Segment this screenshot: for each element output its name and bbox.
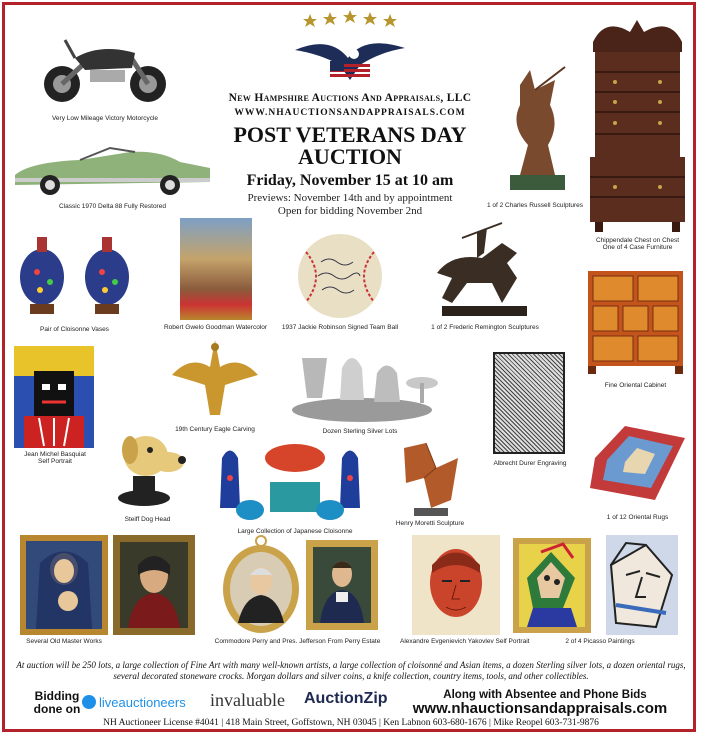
bidding-label-line2: done on: [33, 702, 81, 716]
company-name: New Hampshire Auctions And Appraisals, LLC: [228, 92, 472, 104]
auction-date: Friday, November 15 at 10 am: [246, 172, 454, 189]
auctionzip-logo[interactable]: [304, 690, 388, 708]
jefferson-caption: Commodore Perry and Pres. Jefferson From Perry Estate: [214, 638, 381, 645]
basquiat-caption-line1: Jean Michel Basquiat: [24, 451, 86, 458]
perry-portrait-image: [306, 540, 378, 630]
remington-sculpture-image: [422, 218, 544, 320]
chest-caption-line1: Chippendale Chest on Chest: [595, 237, 680, 244]
sterling-silver-image: [282, 338, 442, 426]
car-image: [10, 140, 215, 200]
picasso-painting-1-image: [513, 538, 591, 633]
liveauctioneers-dot-icon: [82, 695, 96, 709]
chest-caption-line2: One of 4 Case Furniture: [602, 244, 673, 252]
open-bidding: Open for bidding November 2nd: [277, 205, 423, 217]
basquiat-caption-line2: Self Portrait: [38, 458, 72, 466]
russell-caption: 1 of 2 Charles Russell Sculptures: [486, 202, 584, 209]
cloisonne-caption: Large Collection of Japanese Cloisonne: [237, 528, 353, 535]
absentee-bids: Along with Absentee and Phone Bids: [443, 689, 647, 701]
vases-caption: Pair of Cloisonne Vases: [40, 326, 109, 333]
old-master-caption: Several Old Master Works: [26, 638, 102, 645]
title: [220, 124, 480, 168]
stars: [300, 8, 400, 30]
basquiat-caption: [10, 451, 100, 466]
picasso-painting-2-image: [606, 535, 678, 635]
eagle-carving-image: [170, 335, 260, 420]
title-line2: AUCTION: [298, 144, 402, 169]
madonna-painting-image: [20, 535, 108, 635]
motorcycle-caption: Very Low Mileage Victory Motorcycle: [51, 115, 159, 122]
goodman-watercolor-image: [180, 218, 252, 320]
durer-caption: Albrecht Durer Engraving: [493, 460, 567, 467]
chest-on-chest-image: [585, 12, 690, 234]
eagle-caption: 19th Century Eagle Carving: [175, 426, 255, 433]
liveauctioneers-logo[interactable]: [82, 693, 186, 711]
chest-caption: [585, 237, 690, 252]
moretti-sculpture-image: [396, 438, 466, 520]
liveauctioneers-text: liveauctioneers: [99, 694, 186, 710]
motorcycle-image: [40, 28, 170, 108]
steiff-dog-image: [108, 428, 188, 513]
baseball-caption: 1937 Jackie Robinson Signed Team Ball: [281, 324, 399, 331]
website-footer[interactable]: www.nhauctionsandappraisals.com: [412, 700, 668, 717]
basquiat-image: [14, 346, 94, 448]
yakovlev-portrait-image: [412, 535, 500, 635]
auction-description: At auction will be 250 lots, a large collection of Fine Art with many well-known artists, a large collection of cloisonné and Asian items, a dozen Sterling silver lots, a dozen oriental rugs, several decorated stoneware crocks. Morgan dollars and silver coins, a knife collection, country items, tools, and other collectibles.: [16, 660, 686, 681]
picasso-caption: 2 of 4 Picasso Paintings: [565, 638, 635, 645]
rugs-caption: 1 of 12 Oriental Rugs: [606, 514, 669, 521]
eagle-logo: [290, 30, 410, 90]
previews: Previews: November 14th and by appointment: [247, 192, 453, 204]
yakovlev-caption: Alexandre Evgenievich Yakovlev Self Portrait: [400, 638, 530, 645]
cloisonne-vases-image: [12, 222, 137, 322]
website-header: WWW.NHAUCTIONSANDAPPRAISALS.COM: [234, 108, 466, 118]
goodman-caption: Robert Gwelo Goodman Watercolor: [163, 324, 268, 331]
car-caption: Classic 1970 Delta 88 Fully Restored: [59, 203, 166, 210]
silver-caption: Dozen Sterling Silver Lots: [322, 428, 398, 435]
oriental-cabinet-caption: Fine Oriental Cabinet: [604, 382, 667, 389]
dog-caption: Steiff Dog Head: [124, 516, 171, 523]
jefferson-miniature-image: [220, 535, 302, 635]
oriental-rug-image: [585, 418, 690, 506]
invaluable-logo[interactable]: invaluable: [210, 690, 285, 710]
title-line1: POST VETERANS DAY: [233, 122, 467, 147]
baseball-image: [296, 232, 384, 320]
oriental-cabinet-image: [583, 266, 688, 376]
russell-sculpture-image: [500, 65, 575, 200]
portrait-painting-image: [113, 535, 195, 635]
footer-contact: NH Auctioneer License #4041 | 418 Main Street, Goffstown, NH 03045 | Ken Labnon 603-680-1676 | Mike Reopel 603-731-9876: [103, 718, 599, 728]
japanese-cloisonne-image: [210, 438, 380, 526]
bidding-label-line1: Bidding: [34, 689, 80, 703]
auctionzip-text: AuctionZip: [304, 690, 388, 707]
remington-caption: 1 of 2 Frederic Remington Sculptures: [431, 324, 539, 331]
moretti-caption: Henry Moretti Sculpture: [395, 520, 465, 527]
durer-engraving-image: [493, 352, 565, 454]
